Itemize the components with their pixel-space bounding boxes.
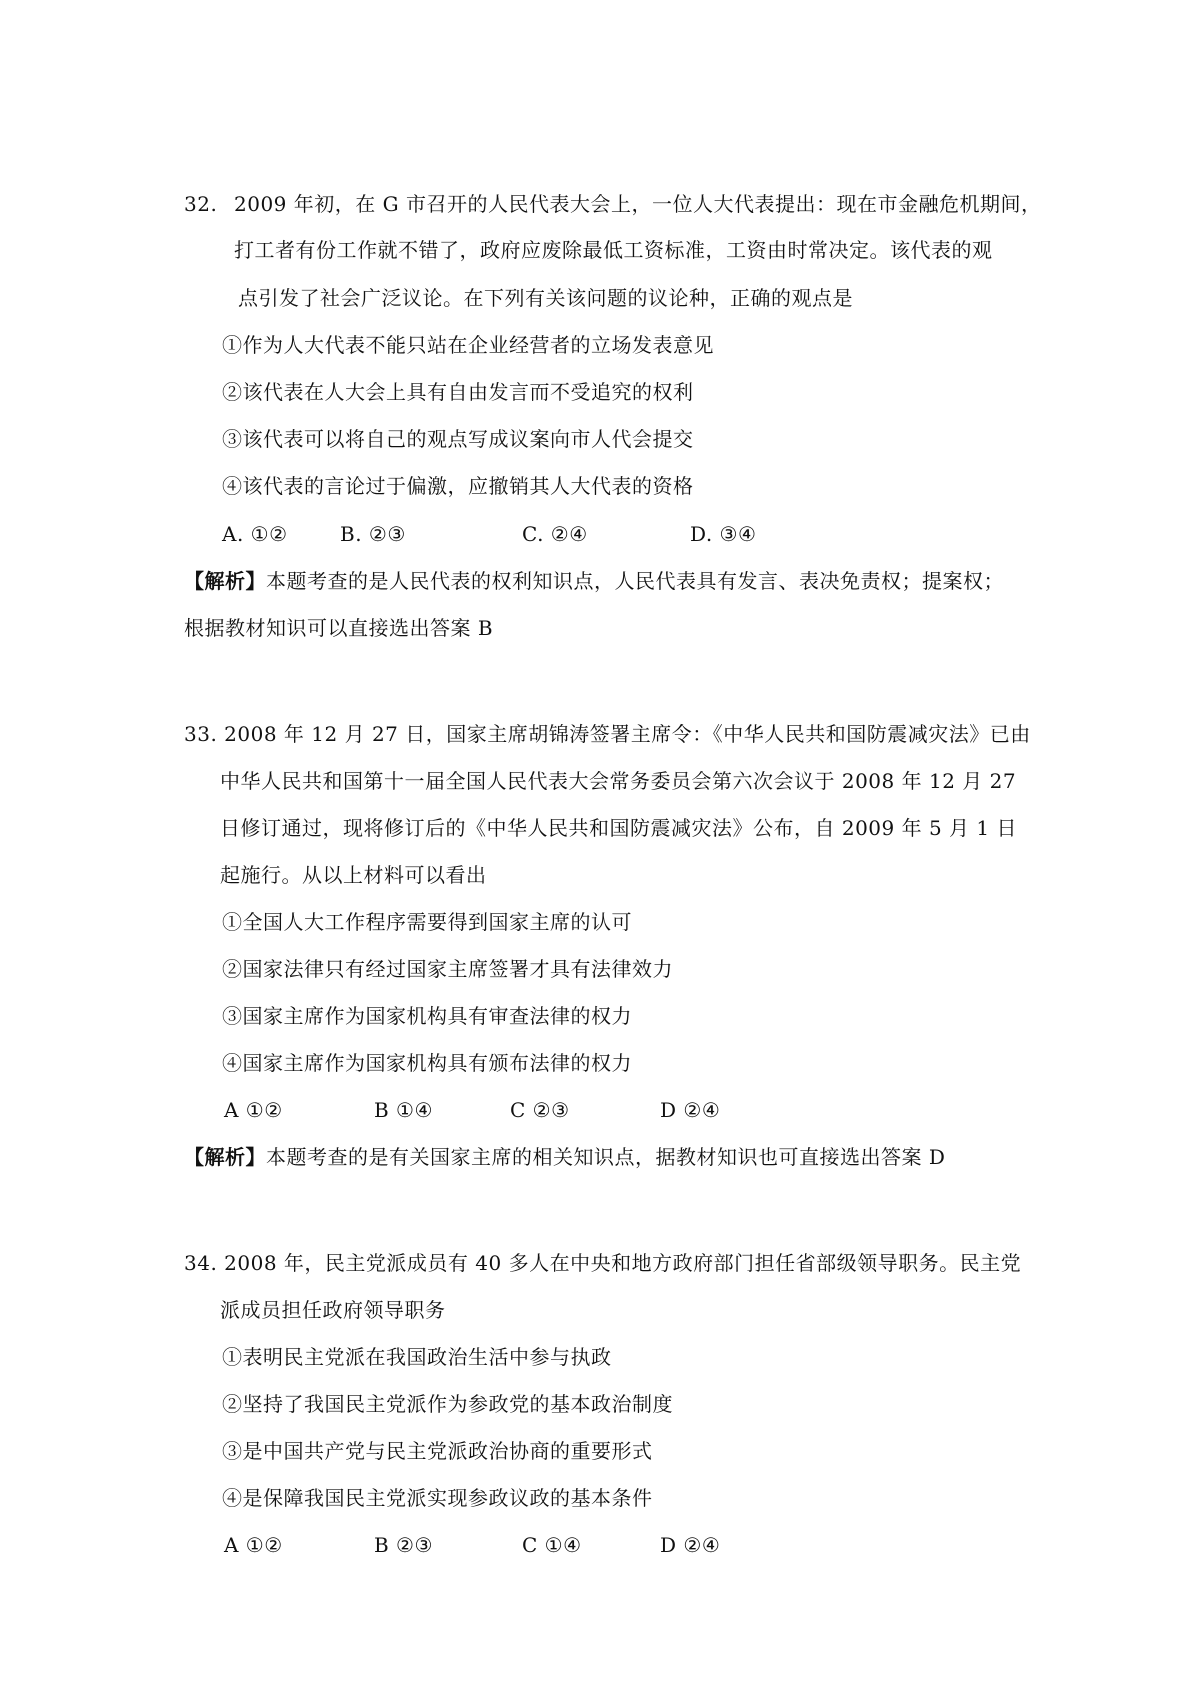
choice-item: ③该代表可以将自己的观点写成议案向市人代会提交 <box>222 427 694 451</box>
analysis-label: 【解析】 <box>184 569 266 593</box>
question-stem-line: 34. 2008 年，民主党派成员有 40 多人在中央和地方政府部门担任省部级领导职务。民主党 <box>184 1251 1022 1275</box>
option-d: D ②④ <box>660 1533 721 1557</box>
choice-item: ③是中国共产党与民主党派政治协商的重要形式 <box>222 1439 653 1463</box>
analysis-text: 根据教材知识可以直接选出答案 B <box>184 616 494 640</box>
option-b: B ②③ <box>374 1533 433 1557</box>
question-stem-line: 33. 2008 年 12 月 27 日，国家主席胡锦涛签署主席令：《中华人民共和国防震减灾法》已由 <box>184 722 1031 746</box>
option-c: C ①④ <box>522 1533 582 1557</box>
question-number: 32. <box>184 192 218 216</box>
analysis-text: 本题考查的是人民代表的权利知识点，人民代表具有发言、表决免责权；提案权； <box>266 569 1004 593</box>
option-a: A ①② <box>224 1098 283 1122</box>
choice-item: ②国家法律只有经过国家主席签署才具有法律效力 <box>222 957 673 981</box>
choice-item: ④国家主席作为国家机构具有颁布法律的权力 <box>222 1051 632 1075</box>
choice-item: ④是保障我国民主党派实现参政议政的基本条件 <box>222 1486 653 1510</box>
analysis-text: 本题考查的是有关国家主席的相关知识点，据教材知识也可直接选出答案 D <box>266 1145 946 1169</box>
question-stem-line: 点引发了社会广泛议论。在下列有关该问题的议论种，正确的观点是 <box>238 286 853 310</box>
option-a: A. ①② <box>222 522 288 546</box>
analysis <box>184 567 1004 595</box>
option-d: D ②④ <box>660 1098 721 1122</box>
analysis <box>184 1143 945 1171</box>
question-stem-line: 2009 年初，在 G 市召开的人民代表大会上，一位人大代表提出：现在市金融危机期间， <box>234 192 1042 216</box>
question-stem-line: 起施行。从以上材料可以看出 <box>220 863 487 887</box>
option-d: D. ③④ <box>690 522 757 546</box>
question-stem-line: 打工者有份工作就不错了，政府应废除最低工资标准，工资由时常决定。该代表的观 <box>234 238 993 262</box>
question-stem-line: 中华人民共和国第十一届全国人民代表大会常务委员会第六次会议于 2008 年 12 月 27 <box>220 769 1017 793</box>
choice-item: ①作为人大代表不能只站在企业经营者的立场发表意见 <box>222 333 714 357</box>
analysis-label: 【解析】 <box>184 1145 266 1169</box>
choice-item: ④该代表的言论过于偏激，应撤销其人大代表的资格 <box>222 474 694 498</box>
option-b: B. ②③ <box>340 522 406 546</box>
option-c: C ②③ <box>510 1098 570 1122</box>
choice-item: ①表明民主党派在我国政治生活中参与执政 <box>222 1345 612 1369</box>
choice-item: ①全国人大工作程序需要得到国家主席的认可 <box>222 910 632 934</box>
option-c: C. ②④ <box>522 522 588 546</box>
question-stem-line: 派成员担任政府领导职务 <box>220 1298 446 1322</box>
choice-item: ②坚持了我国民主党派作为参政党的基本政治制度 <box>222 1392 673 1416</box>
choice-item: ②该代表在人大会上具有自由发言而不受追究的权利 <box>222 380 694 404</box>
choice-item: ③国家主席作为国家机构具有审查法律的权力 <box>222 1004 632 1028</box>
option-a: A ①② <box>224 1533 283 1557</box>
option-b: B ①④ <box>374 1098 433 1122</box>
question-stem-line: 日修订通过，现将修订后的《中华人民共和国防震减灾法》公布，自 2009 年 5 月 1 日 <box>220 816 1017 840</box>
